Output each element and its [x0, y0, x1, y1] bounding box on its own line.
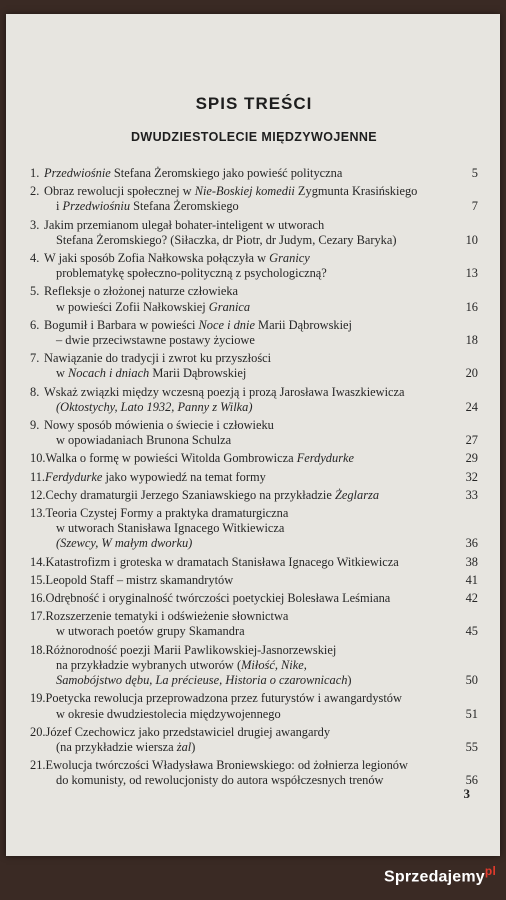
toc-entry — [30, 691, 478, 721]
book-page — [6, 14, 500, 856]
toc-entry-italic-title: Samobójstwo dębu, La précieuse, Historia o czarownicach — [56, 673, 348, 688]
toc-entry-line — [30, 591, 452, 606]
toc-entry-page: 27 — [465, 433, 478, 448]
toc-entry-italic-title: Żeglarza — [334, 487, 380, 502]
toc-entry-text: Józef Czechowicz jako przedstawiciel drugiej awangardy — [45, 724, 331, 739]
toc-entry-text: (na przykładzie wiersza — [56, 739, 177, 754]
toc-entry-number: 1. — [30, 166, 40, 180]
toc-entry-line — [30, 673, 452, 688]
toc-entry-text: Nowy sposób mówienia o świecie i człowieku — [44, 418, 274, 433]
toc-entry-italic-title: Miłość, Nike, — [241, 657, 307, 672]
toc-entry — [30, 385, 478, 415]
toc-entry-text: ) — [347, 673, 352, 688]
toc-entry-line — [30, 184, 452, 199]
toc-entry — [30, 166, 478, 181]
toc-entry-line — [30, 266, 452, 281]
toc-entry-text: w utworach poetów grupy Skamandra — [56, 624, 245, 639]
toc-entry-page: 20 — [465, 366, 478, 381]
toc-entry-number: 4. — [30, 251, 40, 266]
toc-entry-page: 5 — [471, 166, 478, 180]
toc-entry-text: w utworach Stanisława Ignacego Witkiewicza — [56, 521, 285, 536]
toc-entry-number: 6. — [30, 317, 40, 332]
toc-entry-italic-title: żal — [176, 739, 192, 754]
toc-entry-text: Cechy dramaturgii Jerzego Szaniawskiego na przykładzie — [45, 487, 335, 502]
toc-entry-line — [30, 691, 452, 706]
toc-entry — [30, 451, 478, 466]
toc-entry — [30, 573, 478, 588]
toc-entry — [30, 643, 478, 689]
toc-entry-text: Teoria Czystej Formy a praktyka dramaturgiczna — [45, 506, 289, 521]
toc-entry-line — [30, 773, 452, 788]
toc-entry-number: 3. — [30, 217, 40, 232]
toc-entry-number: 12. — [30, 487, 46, 502]
toc-entry-number: 7. — [30, 351, 40, 366]
toc-entry-line — [30, 658, 452, 673]
toc-entry-number: 15. — [30, 572, 46, 587]
toc-entry-text: Nawiązanie do tradycji i zwrot ku przyszłości — [44, 351, 272, 366]
toc-entry-text: Stefana Żeromskiego jako powieść polityczna — [110, 166, 343, 180]
watermark-logo — [384, 864, 496, 886]
toc-entry-page: 29 — [465, 451, 478, 466]
toc-entry-line — [30, 166, 452, 181]
toc-entry-text: Stefana Żeromskiego — [130, 199, 239, 214]
toc-entry-italic-title: Przedwiośnie — [44, 166, 111, 180]
toc-entry-text: Katastrofizm i groteska w dramatach Stanisława Ignacego Witkiewicza — [45, 554, 399, 569]
toc-entry-line — [30, 521, 452, 536]
toc-entry-line — [30, 707, 452, 722]
watermark-suffix: pl — [484, 863, 496, 878]
toc-entry-number: 11. — [30, 469, 46, 484]
toc-entry-text: Bogumił i Barbara w powieści — [44, 317, 199, 332]
toc-entry-line — [30, 333, 452, 348]
toc-entry-number: 13. — [30, 506, 46, 521]
toc-entry-page: 10 — [465, 232, 478, 247]
toc-entry-italic-title: Nie-Boskiej komedii — [194, 184, 295, 199]
toc-entry-text: W jaki sposób Zofia Nałkowska połączyła w — [44, 251, 270, 266]
toc-entry-text: Wskaż związki między wczesną poezją i prozą Jarosława Iwaszkiewicza — [44, 384, 405, 399]
toc-entry-line — [30, 218, 452, 233]
toc-entry-italic-title: Ferdydurke — [296, 451, 355, 466]
toc-entry-page: 56 — [465, 773, 478, 788]
toc-entry-page: 45 — [465, 624, 478, 639]
toc-entry-number: 8. — [30, 384, 40, 399]
toc-entry-number: 21. — [30, 758, 46, 773]
toc-entry-page: 55 — [465, 739, 478, 754]
toc-entry-line — [30, 233, 452, 248]
toc-entry-page: 18 — [465, 333, 478, 348]
toc-entry-page: 7 — [471, 199, 478, 214]
toc-entry — [30, 251, 478, 281]
toc-entry-text: Walka o formę w powieści Witolda Gombrowicza — [45, 451, 297, 466]
toc-entry-text: Ewolucja twórczości Władysława Broniewskiego: od żołnierza legionów — [45, 758, 408, 773]
toc-entry-text: problematykę społeczno-polityczną z psychologiczną? — [56, 266, 327, 281]
toc-entry-line — [30, 400, 452, 415]
toc-entry-line — [30, 643, 452, 658]
toc-entry-text: w okresie dwudziestolecia międzywojennego — [56, 706, 281, 721]
toc-entry-number: 10. — [30, 451, 46, 466]
toc-entry-number: 5. — [30, 284, 40, 299]
toc-entry-line — [30, 366, 452, 381]
toc-entry-italic-title: Ferdydurke — [45, 469, 103, 484]
toc-list — [30, 166, 478, 789]
toc-entry — [30, 351, 478, 381]
toc-entry-line — [30, 506, 452, 521]
toc-entry-number: 20. — [30, 724, 46, 739]
toc-entry-text: na przykładzie wybranych utworów ( — [56, 657, 242, 672]
toc-entry-page: 51 — [465, 706, 478, 721]
toc-entry-line — [30, 624, 452, 639]
toc-entry-line — [30, 251, 452, 266]
toc-entry — [30, 725, 478, 755]
toc-entry-line — [30, 433, 452, 448]
toc-entry-text: w opowiadaniach Brunona Schulza — [56, 433, 232, 448]
toc-entry-text: jako wypowiedź na temat formy — [102, 469, 266, 484]
page-title: SPIS TREŚCI — [195, 94, 313, 113]
toc-entry-number: 18. — [30, 642, 46, 657]
toc-entry-line — [30, 758, 452, 773]
toc-entry-text: Poetycka rewolucja przeprowadzona przez futurystów i awangardystów — [45, 691, 402, 706]
toc-entry-text: ) — [191, 739, 196, 754]
toc-entry-italic-title: Granica — [208, 299, 251, 314]
toc-container — [30, 94, 478, 792]
toc-entry-page: 32 — [465, 469, 478, 484]
toc-entry-number: 19. — [30, 691, 46, 706]
toc-entry — [30, 758, 478, 788]
toc-entry — [30, 284, 478, 314]
toc-entry-italic-title: (Oktostychy, Lato 1932, Panny z Wilka) — [56, 399, 253, 414]
toc-entry — [30, 218, 478, 248]
toc-entry-text: Marii Dąbrowskiej — [254, 317, 352, 332]
toc-entry-text: i — [56, 199, 63, 214]
toc-entry-line — [30, 609, 452, 624]
toc-entry-text: w — [56, 366, 69, 381]
toc-entry-italic-title: Nocach i dniach — [68, 366, 150, 381]
toc-entry-number: 17. — [30, 609, 46, 624]
toc-entry-line — [30, 451, 452, 466]
toc-entry-text: Rozszerzenie tematyki i odświeżenie słownictwa — [45, 609, 289, 624]
toc-entry-italic-title: Noce i dnie — [198, 317, 255, 332]
watermark-text: Sprzedajemy — [384, 868, 485, 885]
toc-entry — [30, 318, 478, 348]
toc-entry-page: 38 — [465, 554, 478, 569]
page-number: 3 — [463, 786, 470, 801]
toc-entry — [30, 470, 478, 485]
toc-entry-line — [30, 536, 452, 551]
toc-entry — [30, 591, 478, 606]
toc-entry-page: 41 — [465, 572, 478, 587]
toc-entry — [30, 418, 478, 448]
toc-entry-line — [30, 318, 452, 333]
toc-entry-page: 42 — [465, 591, 478, 606]
toc-entry — [30, 506, 478, 552]
toc-entry-line — [30, 740, 452, 755]
toc-entry-italic-title: (Szewcy, W małym dworku) — [56, 536, 193, 551]
toc-entry-page: 33 — [465, 487, 478, 502]
toc-entry-text: Odrębność i oryginalność twórczości poetyckiej Bolesława Leśmiana — [45, 591, 391, 606]
section-heading: DWUDZIESTOLECIE MIĘDZYWOJENNE — [130, 130, 378, 144]
toc-entry-number: 16. — [30, 591, 46, 606]
toc-entry-text: Leopold Staff – mistrz skamandrytów — [45, 572, 234, 587]
toc-entry-text: do komunisty, od rewolucjonisty do autora współczesnych trenów — [56, 773, 384, 788]
toc-entry-line — [30, 199, 452, 214]
toc-entry-line — [30, 351, 452, 366]
toc-entry-text: Różnorodność poezji Marii Pawlikowskiej-Jasnorzewskiej — [45, 642, 337, 657]
toc-entry-page: 50 — [465, 673, 478, 688]
toc-entry-page: 16 — [465, 299, 478, 314]
toc-entry-italic-title: Przedwiośniu — [62, 199, 131, 214]
toc-entry-number: 14. — [30, 554, 46, 569]
toc-entry-text: Refleksje o złożonej naturze człowieka — [44, 284, 239, 299]
toc-entry-number: 9. — [30, 418, 40, 433]
toc-entry-text: Obraz rewolucji społecznej w — [44, 184, 195, 199]
toc-entry-line — [30, 555, 452, 570]
toc-entry-text: Marii Dąbrowskiej — [149, 366, 247, 381]
toc-entry-number: 2. — [30, 184, 40, 199]
toc-entry-line — [30, 573, 452, 588]
toc-entry-page: 36 — [465, 536, 478, 551]
toc-entry-text: w powieści Zofii Nałkowskiej — [56, 299, 209, 314]
toc-entry-text: – dwie przeciwstawne postawy życiowe — [56, 333, 255, 348]
toc-entry-italic-title: Granicy — [269, 251, 310, 266]
toc-entry-line — [30, 300, 452, 315]
toc-entry-line — [30, 470, 452, 485]
toc-entry-line — [30, 418, 452, 433]
toc-entry — [30, 609, 478, 639]
toc-entry-line — [30, 284, 452, 299]
toc-entry-text: Zygmunta Krasińskiego — [294, 184, 418, 199]
toc-entry-line — [30, 725, 452, 740]
toc-entry — [30, 555, 478, 570]
toc-entry-line — [30, 385, 452, 400]
toc-entry — [30, 488, 478, 503]
toc-entry-page: 24 — [465, 399, 478, 414]
toc-entry-text: Stefana Żeromskiego? (Siłaczka, dr Piotr, dr Judym, Cezary Baryka) — [56, 232, 397, 247]
toc-entry — [30, 184, 478, 214]
toc-entry-page: 13 — [465, 266, 478, 281]
toc-entry-text: Jakim przemianom ulegał bohater-inteligent w utworach — [44, 217, 325, 232]
toc-entry-line — [30, 488, 452, 503]
